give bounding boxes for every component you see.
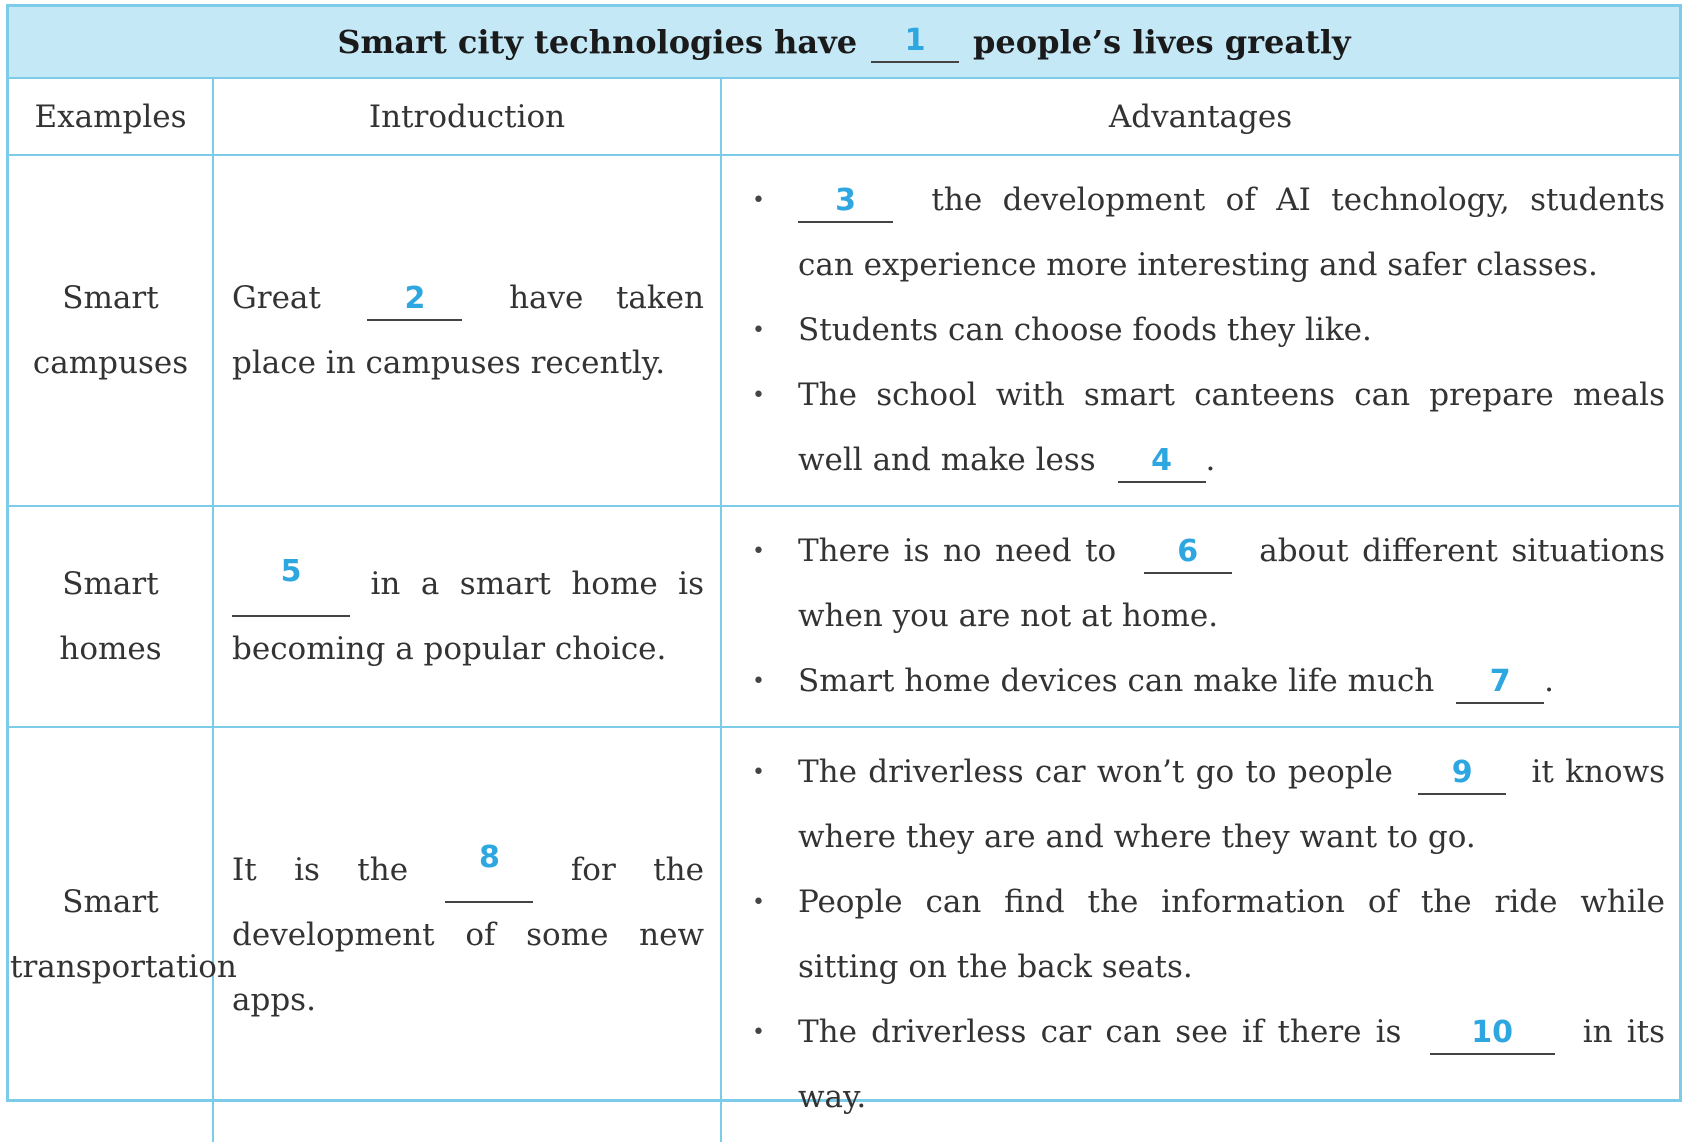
intro-text: becoming a popular choice. [232,630,667,667]
list-item [748,168,1665,298]
intro-cell [213,727,721,1142]
blank-5: 5 [232,552,350,617]
item-text: There is no need to [798,533,1117,569]
item-text: . [1544,663,1554,699]
bullet-icon: • [752,760,765,785]
blank-7: 7 [1456,662,1544,704]
intro-word: the [653,851,704,888]
advantages-cell [721,727,1679,1142]
list-item [748,740,1665,870]
blank-3: 3 [798,181,893,223]
item-text: . [1205,442,1216,478]
blank-8: 8 [445,838,533,903]
blank-6: 6 [1144,532,1232,574]
bullet-icon: • [752,318,765,343]
intro-word: for [570,851,616,888]
blank-10: 10 [1430,1013,1555,1055]
intro-word: It [232,851,257,888]
bullet-icon: • [752,383,765,408]
example-cell [9,506,213,727]
example-line: campuses [32,344,189,381]
example-line: Smart [62,279,159,316]
item-text: The driverless car can see if there is [798,1014,1402,1050]
example-cell [9,155,213,506]
table-row [9,155,1679,506]
intro-word: smart [459,565,551,602]
list-item [748,649,1665,714]
item-text: about different situations when you are not at home. [798,533,1665,634]
intro-word: is [294,851,320,888]
bullet-icon: • [752,669,765,694]
header-examples: Examples [9,79,213,155]
header-advantages: Advantages [721,79,1679,155]
advantages-list [748,519,1665,714]
item-text: it knows where they are and where they want to go. [798,754,1666,855]
item-text: Smart home devices can make life much [798,663,1435,699]
table-title [9,7,1679,79]
bullet-icon: • [752,890,765,915]
advantages-cell [721,155,1679,506]
table-row [9,727,1679,1142]
content-table [9,79,1679,1142]
bullet-icon: • [752,539,765,564]
list-item [748,1000,1665,1130]
worksheet-table-frame [6,4,1682,1115]
header-introduction: Introduction [213,79,721,155]
advantages-list [748,168,1665,493]
intro-text: Great [232,279,321,316]
intro-word: a [420,565,440,602]
blank-4: 4 [1118,441,1206,483]
title-text-before: Smart city technologies have [337,23,858,61]
example-line: Smart homes [59,565,162,667]
blank-9: 9 [1418,753,1506,795]
item-text: People can find the information of the ride while sitting on the back seats. [798,884,1665,985]
list-item [748,298,1665,363]
bullet-icon: • [752,188,765,213]
blank-2: 2 [367,279,462,321]
intro-text: development of some new apps. [232,916,704,1018]
intro-line [232,552,704,617]
intro-cell [213,506,721,727]
title-text-after: people’s lives greatly [973,23,1351,61]
header-row [9,79,1679,155]
intro-line [232,838,704,903]
list-item [748,870,1665,1000]
item-text: the development of AI technology, students can experience more interesting and safer classes. [798,182,1665,283]
table-row [9,506,1679,727]
item-text: The school with smart canteens can prepare meals well and make less [798,377,1665,478]
example-line: transportation [10,949,237,985]
intro-word: home [571,565,658,602]
item-text: Students can choose foods they like. [798,312,1372,348]
list-item [748,363,1665,493]
intro-text: have taken place in campuses recently. [232,279,704,381]
intro-cell [213,155,721,506]
list-item [748,519,1665,649]
item-text: The driverless car won’t go to people [798,754,1393,790]
item-text: in its way. [798,1014,1666,1115]
blank-1: 1 [871,21,959,63]
intro-word: the [357,851,409,888]
bullet-icon: • [752,1020,765,1045]
advantages-cell [721,506,1679,727]
intro-word: is [678,565,704,602]
example-cell [9,727,237,1142]
example-line: Smart [62,884,159,920]
intro-word: in [370,565,401,602]
advantages-list [748,740,1665,1130]
